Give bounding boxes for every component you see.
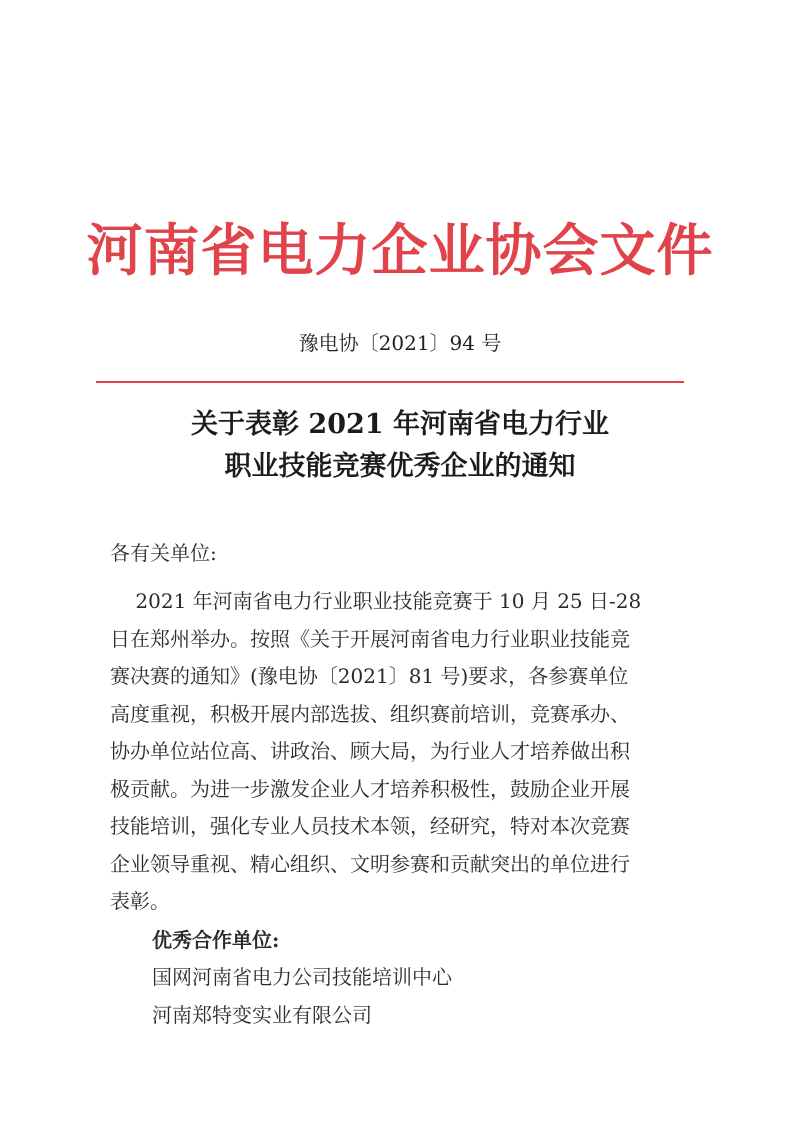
notice-title-line-1: 关于表彰 2021 年河南省电力行业: [191, 409, 609, 440]
paragraph-line: 技能培训，强化专业人员技术本领，经研究，特对本次竞赛: [110, 814, 630, 838]
document-number: 豫电协〔2021〕94 号: [298, 331, 502, 355]
paragraph-line: 日在郑州举办。按照《关于开展河南省电力行业职业技能竞: [110, 626, 630, 651]
paragraph-line: 协办单位站位高、讲政治、顾大局，为行业人才培养做出积: [110, 739, 630, 763]
unit-name: 国网河南省电力公司技能培训中心: [152, 965, 452, 989]
notice-title: [0, 404, 800, 488]
body-paragraph: [110, 583, 670, 921]
masthead-title: 河南省电力企业协会文件: [86, 219, 714, 284]
paragraph-line: 赛决赛的通知》(豫电协〔2021〕81 号)要求，各参赛单位: [110, 664, 629, 688]
paragraph-line: 极贡献。为进一步激发企业人才培养积极性，鼓励企业开展: [110, 776, 630, 801]
section-heading: 优秀合作单位:: [152, 928, 280, 952]
unit-name: 河南郑特变实业有限公司: [152, 1003, 372, 1027]
paragraph-line: 2021 年河南省电力行业职业技能竞赛于 10 月 25 日-28: [110, 589, 642, 613]
paragraph-line: 企业领导重视、精心组织、文明参赛和贡献突出的单位进行: [110, 851, 630, 876]
notice-title-line-2: 职业技能竞赛优秀企业的通知: [224, 451, 576, 482]
paragraph-line: 高度重视，积极开展内部选拔、组织赛前培训，竞赛承办、: [110, 701, 630, 726]
salutation: 各有关单位:: [110, 541, 217, 565]
red-divider-line: [96, 381, 684, 383]
paragraph-line: 表彰。: [110, 889, 170, 913]
